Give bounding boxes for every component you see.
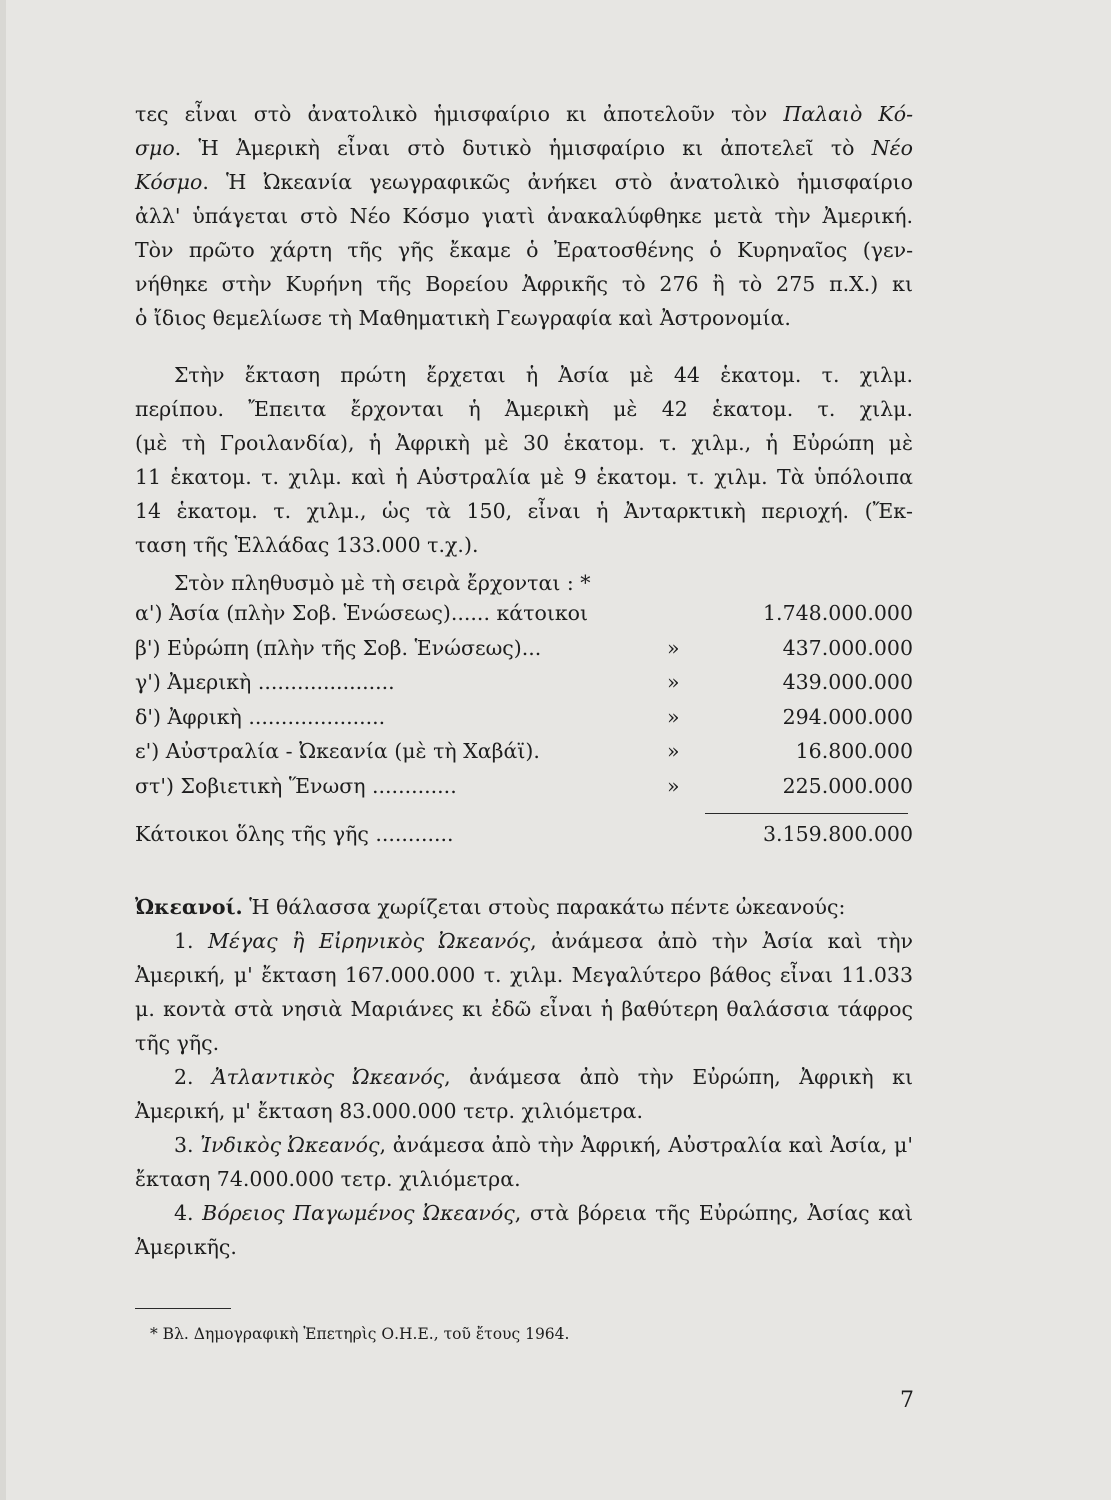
ocean-item: 4. Βόρειος Παγωμένος Ὠκεανός, στὰ βόρεια τῆς Εὐρώπης, Ἀσίας καὶ Ἀμερικῆς. xyxy=(135,1201,920,1259)
row-label: ε') Αὐστραλία - Ὠκεανία (μὲ τὴ Χαβάϊ). xyxy=(135,739,540,763)
table-row xyxy=(135,734,913,769)
row-label: γ') Ἀμερικὴ ..................... xyxy=(135,670,395,694)
ditto-mark: » xyxy=(667,635,680,660)
oceans-intro: Ἡ θάλασσα χωρίζεται στοὺς παρακάτω πέντε ὠκεανούς: xyxy=(242,895,846,919)
population-table xyxy=(135,596,913,803)
text-line: τες εἶναι στὸ ἀνατολικὸ ἡμισφαίριο κι ἀποτελοῦν τὸν Παλαιὸ Κό- xyxy=(135,102,913,126)
table-row xyxy=(135,769,913,804)
row-value: 439.000.000 xyxy=(782,670,913,694)
ditto-mark: » xyxy=(667,704,680,729)
text-line: ἀλλ' ὑπάγεται στὸ Νέο Κόσμο γιατὶ ἀνακαλύφθηκε μετὰ τὴν Ἀμερική. xyxy=(135,204,913,228)
row-value: 225.000.000 xyxy=(782,773,913,798)
population-intro: Στὸν πληθυσμὸ μὲ τὴ σειρὰ ἔρχονται : * xyxy=(173,571,591,595)
oceans-heading-line xyxy=(135,890,913,924)
ocean-item: 2. Ἀτλαντικὸς Ὠκεανός, ἀνάμεσα ἀπὸ τὴν Εὐρώπη, Ἀφρικὴ κι Ἀμερική, μ' ἔκταση 83.000.000 τετρ. χιλιόμετρα. xyxy=(135,1065,920,1123)
sum-rule xyxy=(705,813,908,814)
row-value: 16.800.000 xyxy=(795,739,913,763)
table-row xyxy=(135,631,913,666)
ocean-name: Μέγας ἢ Εἰρηνικὸς Ὠκεανός xyxy=(208,929,531,953)
oceans-section xyxy=(135,890,920,1264)
table-row xyxy=(135,700,913,735)
ocean-name: Ἀτλαντικὸς Ὠκεανός xyxy=(212,1065,445,1089)
text-line: περίπου. Ἔπειτα ἔρχονται ἡ Ἀμερικὴ μὲ 42 ἑκατομ. τ. χιλμ. xyxy=(135,397,913,421)
ocean-item: 3. Ἰνδικὸς Ὠκεανός, ἀνάμεσα ἀπὸ τὴν Ἀφρική, Αὐστραλία καὶ Ἀσία, μ' ἔκταση 74.000.000 τετρ. χιλιόμετρα. xyxy=(135,1133,920,1191)
total-value: 3.159.800.000 xyxy=(763,822,913,846)
ocean-item: 1. Μέγας ἢ Εἰρηνικὸς Ὠκεανός, ἀνάμεσα ἀπὸ τὴν Ἀσία καὶ τὴν Ἀμερική, μ' ἔκταση 167.000.000 τ. χιλμ. Μεγαλύτερο βάθος εἶναι 11.033 μ. κοντὰ στὰ νησιὰ Μαριάνες κι ἐδῶ εἶναι ἡ βαθύτερη θαλάσσια τάφρος τῆς γῆς. xyxy=(135,929,920,1055)
ocean-name: Ἰνδικὸς Ὠκεανός xyxy=(200,1133,380,1157)
text-line: Κόσμο. Ἡ Ὠκεανία γεωγραφικῶς ἀνήκει στὸ ἀνατολικὸ ἡμισφαίριο xyxy=(135,170,913,194)
text-line: νήθηκε στὴν Κυρήνη τῆς Βορείου Ἀφρικῆς τὸ 276 ἢ τὸ 275 π.Χ.) κι xyxy=(135,272,913,296)
ditto-mark: » xyxy=(667,670,680,694)
text-line: (μὲ τὴ Γροιλανδία), ἡ Ἀφρικὴ μὲ 30 ἑκατομ. τ. χιλμ., ἡ Εὐρώπη μὲ xyxy=(135,431,913,455)
row-label: δ') Ἀφρικὴ ..................... xyxy=(135,704,386,729)
text-line: 11 ἑκατομ. τ. χιλμ. καὶ ἡ Αὐστραλία μὲ 9 ἑκατομ. τ. χιλμ. Τὰ ὑπόλοιπα xyxy=(135,465,913,489)
row-label: β') Εὐρώπη (πλὴν τῆς Σοβ. Ἑνώσεως)... xyxy=(135,635,542,660)
row-value: 294.000.000 xyxy=(782,704,913,729)
row-value: 1.748.000.000 xyxy=(763,601,913,625)
ditto-mark: » xyxy=(667,739,680,763)
text-line: σμο. Ἡ Ἀμερικὴ εἶναι στὸ δυτικὸ ἡμισφαίριο κι ἀποτελεῖ τὸ Νέο xyxy=(135,136,913,160)
footnote-rule xyxy=(135,1308,231,1309)
ditto-mark: » xyxy=(667,773,680,798)
area-paragraph xyxy=(135,358,913,562)
footnote: * Βλ. Δημογραφικὴ Ἐπετηρὶς Ο.Η.Ε., τοῦ ἔτους 1964. xyxy=(150,1325,570,1343)
text-line: Τὸν πρῶτο χάρτη τῆς γῆς ἔκαμε ὁ Ἐρατοσθένης ὁ Κυρηναῖος (γεν- xyxy=(135,238,913,262)
page-number: 7 xyxy=(900,1388,914,1413)
row-label: στ') Σοβιετικὴ Ἕνωση ............. xyxy=(135,773,457,798)
text-line: ὁ ἴδιος θεμελίωσε τὴ Μαθηματικὴ Γεωγραφία καὶ Ἀστρονομία. xyxy=(135,306,791,330)
text-line: ταση τῆς Ἑλλάδας 133.000 τ.χ.). xyxy=(135,533,479,557)
ocean-name: Βόρειος Παγωμένος Ὠκεανός xyxy=(202,1201,515,1225)
row-value: 437.000.000 xyxy=(782,635,913,660)
oceans-heading: Ὠκεανοί. xyxy=(135,895,243,919)
page-edge xyxy=(0,0,6,1500)
intro-paragraph xyxy=(135,97,913,335)
table-row xyxy=(135,596,913,631)
text-line: Στὴν ἔκταση πρώτη ἔρχεται ἡ Ἀσία μὲ 44 ἑκατομ. τ. χιλμ. xyxy=(173,363,913,387)
total-row xyxy=(135,817,913,851)
total-label: Κάτοικοι ὅλης τῆς γῆς ............ xyxy=(135,822,454,846)
row-label: α') Ἀσία (πλὴν Σοβ. Ἑνώσεως)...... κάτοικοι xyxy=(135,601,589,625)
table-row xyxy=(135,665,913,700)
text-line: 14 ἑκατομ. τ. χιλμ., ὡς τὰ 150, εἶναι ἡ Ἀνταρκτικὴ περιοχή. (Ἔκ- xyxy=(135,499,913,523)
